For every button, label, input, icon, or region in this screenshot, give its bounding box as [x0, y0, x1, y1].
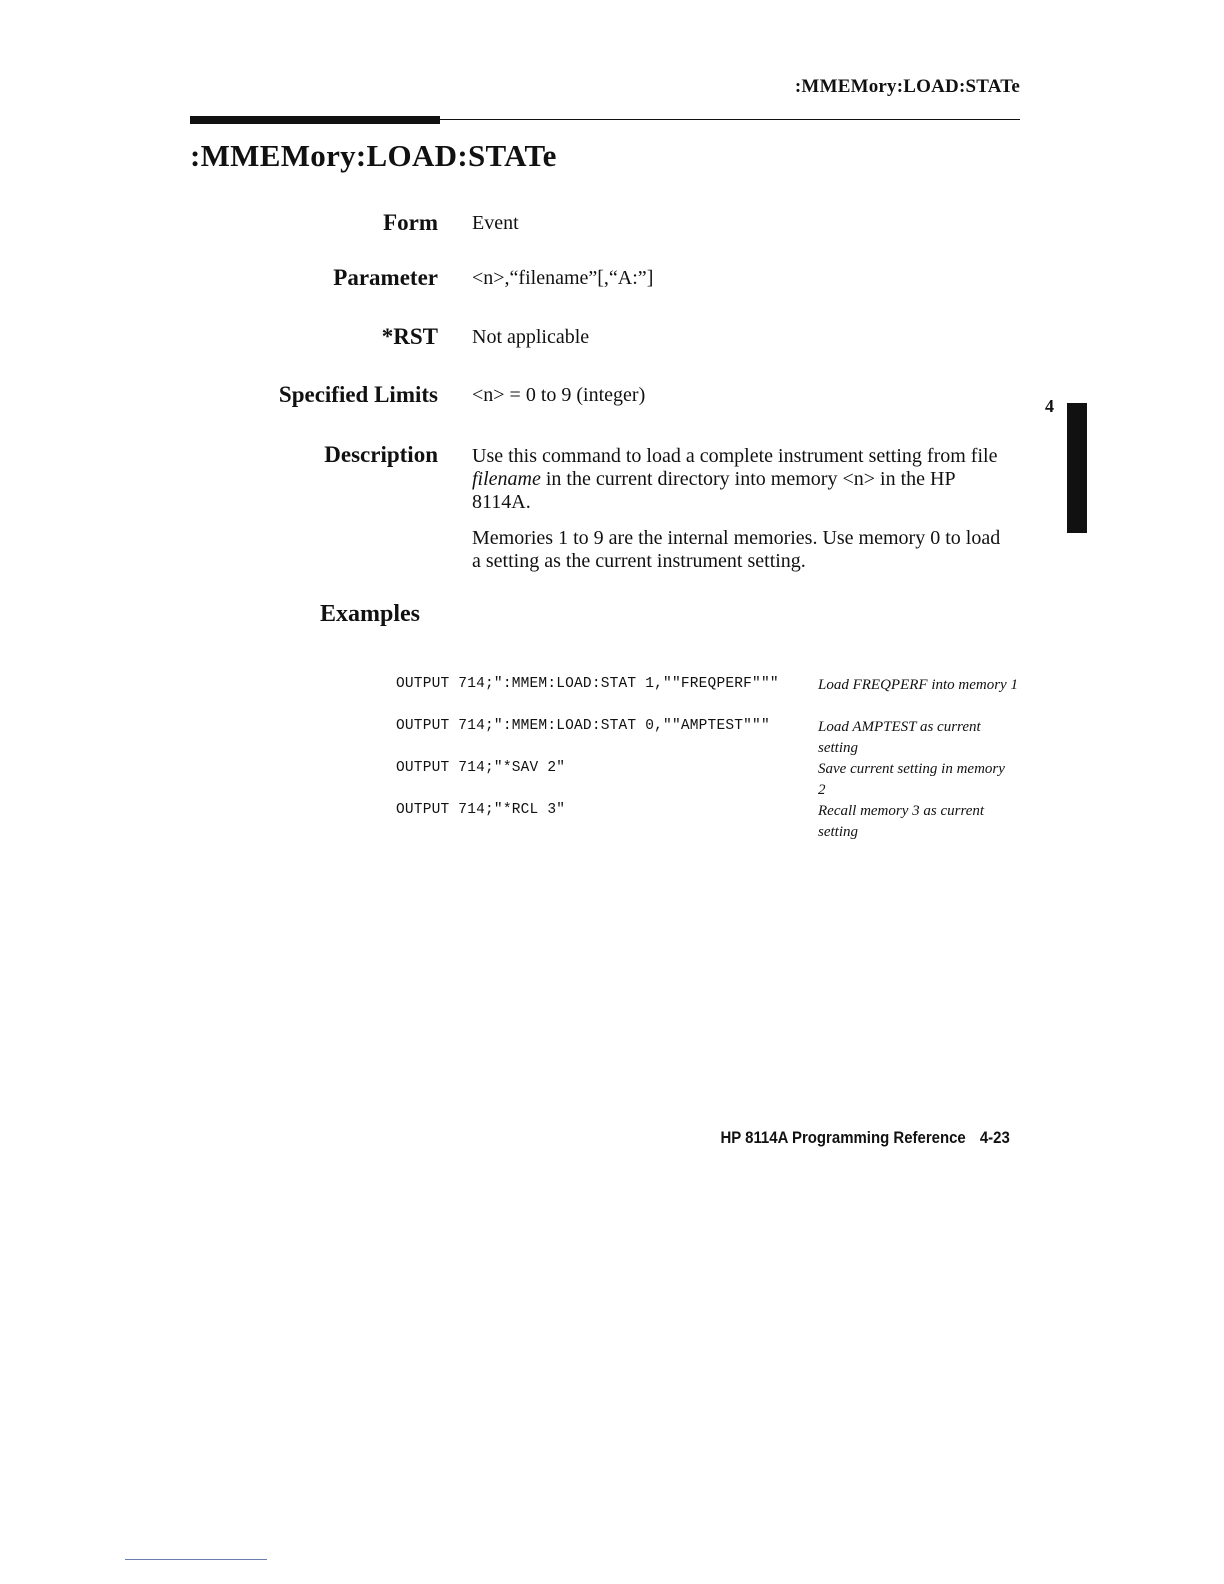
rst-value: Not applicable: [472, 326, 590, 348]
section-title: :MMEMory:LOAD:STATe: [190, 138, 557, 173]
form-value: Event: [472, 212, 519, 234]
example-comment: Recall memory 3 as current setting: [818, 803, 985, 840]
example-code: OUTPUT 714;"*RCL 3": [396, 802, 566, 818]
description-paragraph-1: [472, 445, 1002, 514]
example-comment: Load FREQPERF into memory 1: [818, 677, 1018, 693]
example-comment: Save current setting in memory 2: [818, 761, 1005, 798]
header-rule-thick: [190, 116, 440, 124]
description-text-2: in the current directory into memory <n> in the HP 8114A.: [472, 468, 955, 513]
chapter-tab-number: 4: [1045, 396, 1054, 416]
examples-title: Examples: [320, 601, 421, 627]
filename-italic: filename: [472, 468, 541, 490]
description-paragraph-2: Memories 1 to 9 are the internal memories. Use memory 0 to load a setting as the current instrument setting.: [472, 527, 1001, 572]
page-footer: [721, 1128, 1010, 1148]
parameter-label: Parameter: [333, 265, 438, 290]
example-code: OUTPUT 714;":MMEM:LOAD:STAT 1,""FREQPERF""": [396, 676, 779, 692]
page-number: 4-23: [980, 1128, 1010, 1147]
form-label: Form: [383, 210, 438, 235]
chapter-tab-bar: [1067, 403, 1087, 533]
example-comment: Load AMPTEST as current setting: [818, 719, 981, 756]
rst-label: *RST: [381, 324, 438, 349]
footer-title: HP 8114A Programming Reference: [720, 1128, 966, 1147]
parameter-value: <n>,“filename”[,“A:”]: [472, 267, 654, 289]
example-code: OUTPUT 714;":MMEM:LOAD:STAT 0,""AMPTEST""": [396, 718, 770, 734]
limits-value: <n> = 0 to 9 (integer): [472, 384, 646, 406]
description-text: Use this command to load a complete instrument setting from file: [472, 445, 998, 467]
limits-label: Specified Limits: [278, 382, 438, 407]
example-code: OUTPUT 714;"*SAV 2": [396, 760, 566, 776]
footnote-rule: [125, 1559, 267, 1560]
running-header: :MMEMory:LOAD:STATe: [794, 76, 1020, 97]
description-label: Description: [324, 442, 438, 467]
